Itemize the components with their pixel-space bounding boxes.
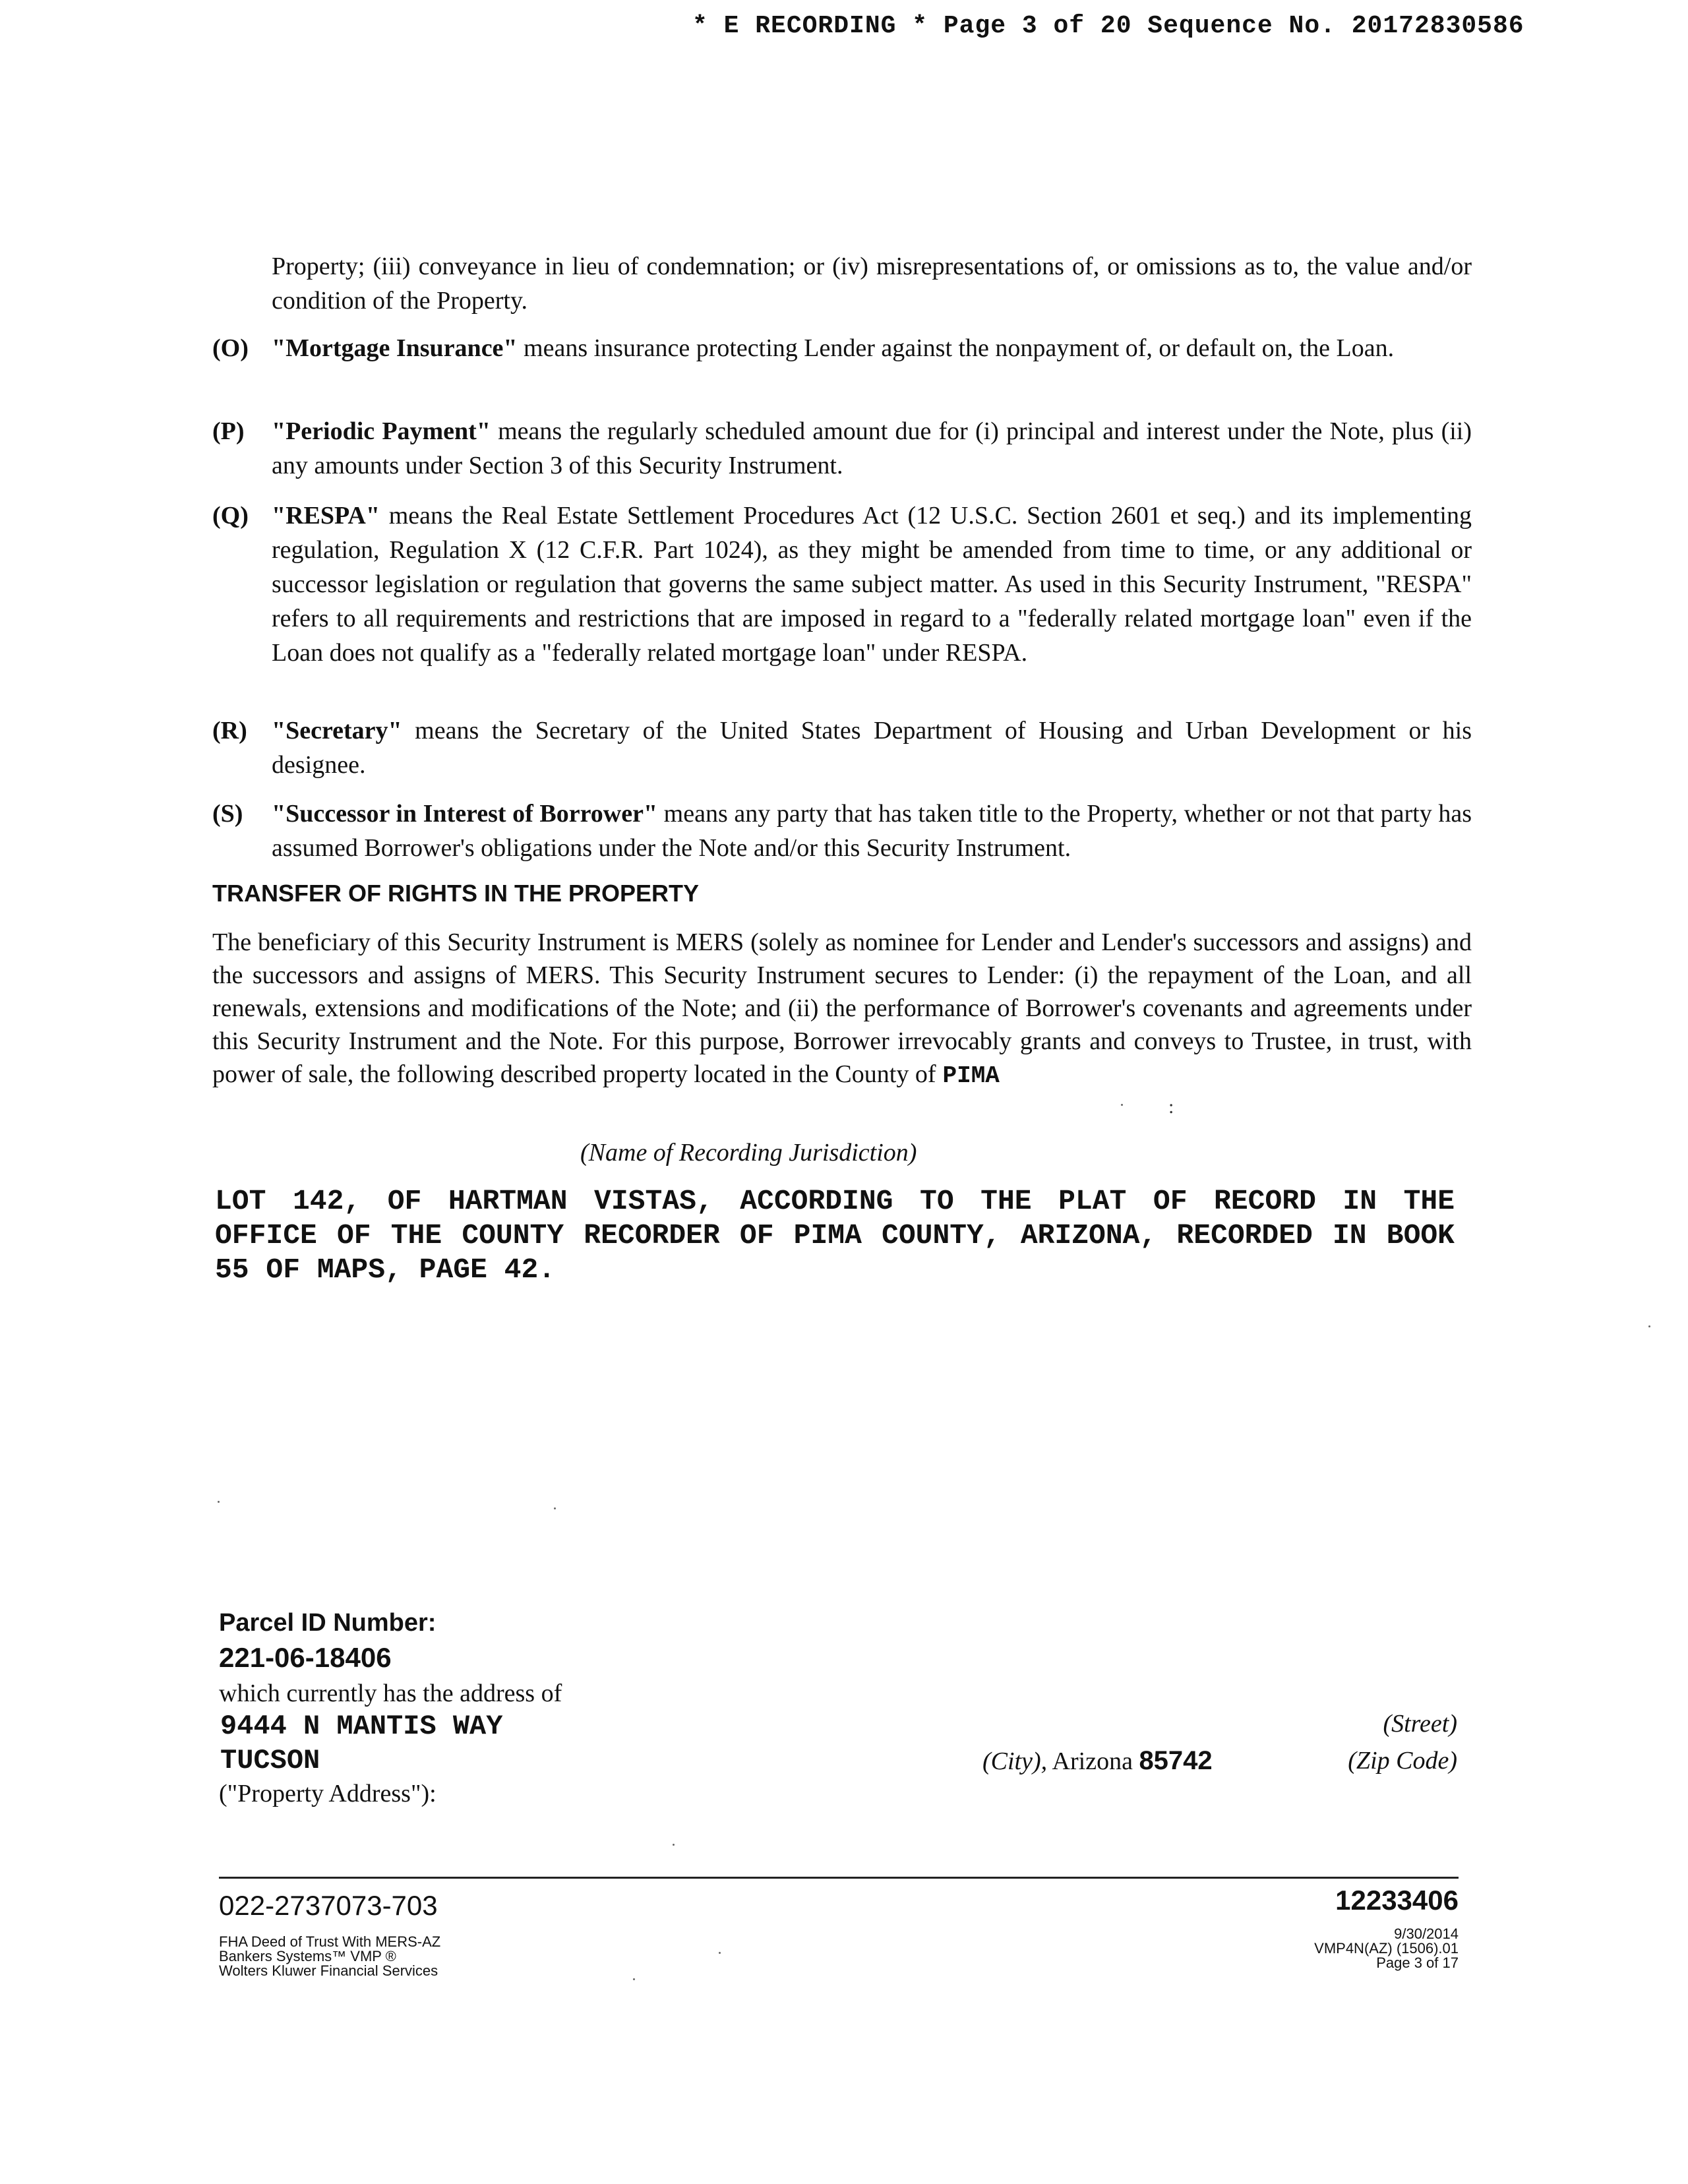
definition-letter: (S)	[212, 800, 243, 828]
definition-term: "Mortgage Insurance"	[272, 334, 518, 362]
city-caption: (City),	[982, 1747, 1048, 1775]
form-info	[219, 1935, 440, 1978]
form-code: VMP4N(AZ) (1506).01	[1314, 1940, 1459, 1957]
scan-speck	[673, 1844, 675, 1846]
definition-periodic-payment	[212, 414, 1472, 483]
definition-mortgage-insurance	[212, 331, 1472, 365]
definition-term: "RESPA"	[272, 502, 380, 530]
form-info-line: Bankers Systems™ VMP ®	[219, 1948, 396, 1964]
colon-mark: :	[1168, 1096, 1174, 1118]
definition-secretary	[212, 713, 1472, 782]
property-address-tag: ("Property Address"):	[219, 1780, 437, 1807]
address-intro: which currently has the address of	[219, 1680, 562, 1707]
definition-term: "Periodic Payment"	[272, 417, 491, 445]
parcel-id-label: Parcel ID Number:	[219, 1609, 437, 1637]
jurisdiction-caption: (Name of Recording Jurisdiction)	[580, 1139, 917, 1167]
definition-term: "Secretary"	[272, 717, 402, 744]
scan-speck	[1121, 1104, 1123, 1106]
parcel-id-value: 221-06-18406	[219, 1642, 392, 1673]
definition-text: means the Real Estate Settlement Procedures Act (12 U.S.C. Section 2601 et seq.) and its implementing regulation, Regulation X (12 C.F.R. Part 1024), as they might be amended from time to time, or any additional or successor legislation or regulation that governs the same subject matter. As used in this Security Instrument, "RESPA" refers to all requirements and restrictions that are imposed in regard to a "federally related mortgage loan" even if the Loan does not qualify as a "federally related mortgage loan" under RESPA.	[272, 502, 1472, 667]
scan-speck	[633, 1978, 635, 1980]
definition-continuation: Property; (iii) conveyance in lieu of condemnation; or (iv) misrepresentations of, or omissions as to, the value and/or condition of the Property.	[272, 253, 1472, 315]
definition-letter: (O)	[212, 334, 249, 362]
scan-speck	[554, 1507, 556, 1509]
property-street: 9444 N MANTIS WAY	[220, 1711, 503, 1742]
form-info-line: FHA Deed of Trust With MERS-AZ	[219, 1933, 441, 1950]
definition-text: means insurance protecting Lender against the nonpayment of, or default on, the Loan.	[517, 334, 1395, 362]
street-caption: (Street)	[1383, 1710, 1457, 1738]
form-date: 9/30/2014	[1394, 1926, 1459, 1942]
property-city: TUCSON	[220, 1745, 320, 1776]
form-info-line: Wolters Kluwer Financial Services	[219, 1962, 438, 1979]
form-page: Page 3 of 17	[1376, 1955, 1459, 1971]
footer-divider	[219, 1877, 1459, 1879]
transfer-heading: TRANSFER OF RIGHTS IN THE PROPERTY	[212, 880, 700, 907]
definition-letter: (R)	[212, 717, 247, 744]
definition-text: means the Secretary of the United States Department of Housing and Urban Development or his designee.	[272, 717, 1472, 779]
state-name: Arizona	[1052, 1747, 1133, 1775]
form-meta	[1314, 1927, 1459, 1970]
definition-respa	[212, 499, 1472, 670]
definition-text: means any party that has taken title to the Property, whether or not that party has assumed Borrower's obligations under the Note and/or this Security Instrument.	[272, 800, 1472, 862]
definition-term: "Successor in Interest of Borrower"	[272, 800, 658, 828]
legal-description: LOT 142, OF HARTMAN VISTAS, ACCORDING TO THE PLAT OF RECORD IN THE OFFICE OF THE COUNTY RECORDER OF PIMA COUNTY, ARIZONA, RECORDED IN BOOK 55 OF MAPS, PAGE 42.	[215, 1185, 1455, 1286]
zip-caption: (Zip Code)	[1348, 1747, 1457, 1774]
city-state-zip	[982, 1746, 1213, 1776]
definition-successor-in-interest	[212, 797, 1472, 865]
recording-header: * E RECORDING * Page 3 of 20 Sequence No. 20172830586	[692, 12, 1524, 40]
scan-speck	[719, 1952, 721, 1954]
transfer-paragraph	[212, 926, 1472, 1093]
document-number: 12233406	[1335, 1885, 1459, 1916]
scan-speck	[218, 1501, 220, 1503]
transfer-text: The beneficiary of this Security Instrument is MERS (solely as nominee for Lender and Lender's successors and assigns) and the successors and assigns of MERS. This Security Instrument secures to Lender: (i) the repayment of the Loan, and all renewals, extensions and modifications of the Note; and (ii) the performance of Borrower's covenants and agreements under this Security Instrument and the Note. For this purpose, Borrower irrevocably grants and conveys to Trustee, in trust, with power of sale, the following described property located in the County of	[212, 928, 1472, 1088]
definition-letter: (P)	[212, 417, 245, 445]
definition-letter: (Q)	[212, 502, 249, 530]
zip-code: 85742	[1139, 1746, 1213, 1775]
loan-number: 022-2737073-703	[219, 1890, 438, 1921]
scan-speck	[1648, 1325, 1650, 1327]
county-value: PIMA	[942, 1062, 1000, 1089]
definition-text: means the regularly scheduled amount due for (i) principal and interest under the Note, plus (ii) any amounts under Section 3 of this Security Instrument.	[272, 417, 1472, 479]
